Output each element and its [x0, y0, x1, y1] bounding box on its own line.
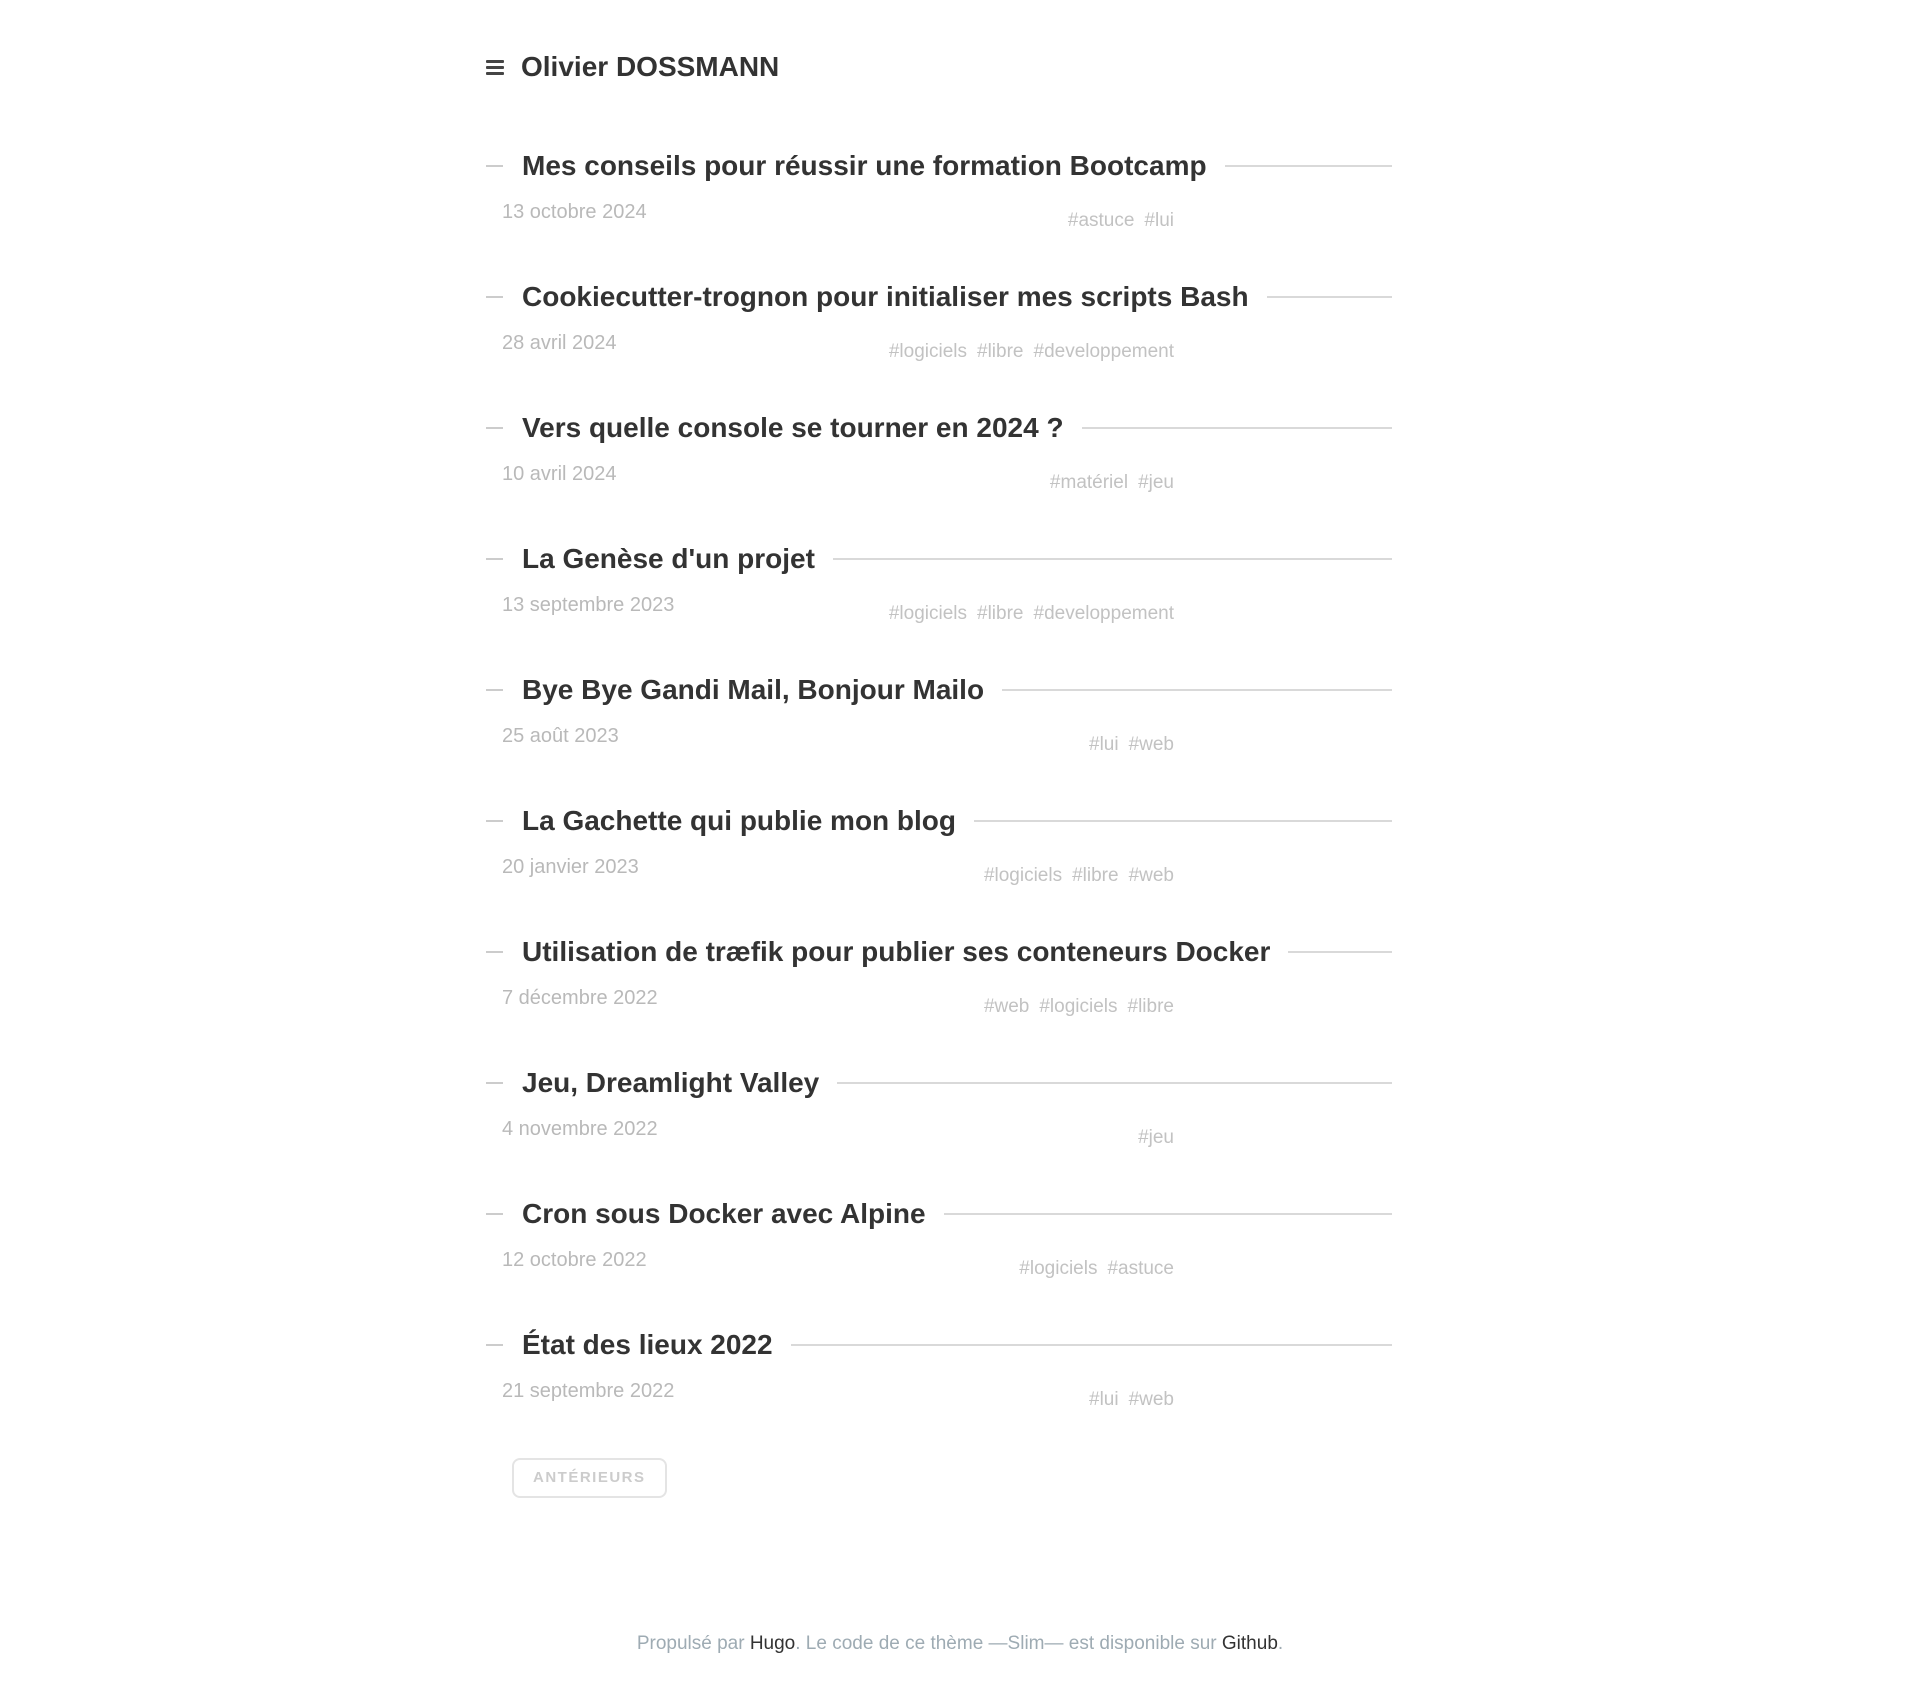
- post-meta-row: [486, 200, 1392, 240]
- title-trailing-rule: [1267, 296, 1392, 298]
- post-date: 25 août 2023: [502, 725, 619, 747]
- post-tag[interactable]: #jeu: [1138, 1127, 1174, 1148]
- post-meta-row: [486, 593, 1392, 633]
- post-date: 20 janvier 2023: [502, 856, 639, 878]
- post-tag[interactable]: #libre: [977, 603, 1024, 624]
- post-title-link[interactable]: Bye Bye Gandi Mail, Bonjour Mailo: [522, 674, 985, 705]
- blog-home-page: [0, 50, 1920, 1682]
- post-tag[interactable]: #logiciels: [1019, 1258, 1098, 1279]
- post-item: [486, 148, 1392, 240]
- post-tag[interactable]: #lui: [1089, 734, 1119, 755]
- post-title-row: [486, 1065, 1392, 1101]
- post-tags: [1089, 734, 1174, 756]
- site-header: [486, 50, 1392, 84]
- post-tag[interactable]: #web: [1128, 734, 1174, 755]
- post-item: [486, 541, 1392, 633]
- post-date: 21 septembre 2022: [502, 1380, 675, 1402]
- post-title-row: [486, 541, 1392, 577]
- footer-text-suffix: .: [1277, 1633, 1284, 1654]
- post-meta-row: [486, 1248, 1392, 1288]
- footer-text-prefix: Propulsé par: [636, 1633, 750, 1654]
- title-dash-line: [486, 558, 503, 560]
- title-dash-line: [486, 165, 503, 167]
- title-dash-line: [486, 689, 503, 691]
- post-item: [486, 803, 1392, 895]
- post-date: 4 novembre 2022: [502, 1118, 658, 1140]
- post-tag[interactable]: #lui: [1144, 210, 1174, 231]
- post-meta-row: [486, 1379, 1392, 1419]
- title-trailing-rule: [944, 1213, 1392, 1215]
- post-title-row: [486, 1327, 1392, 1363]
- posts-list: [486, 148, 1392, 1419]
- footer-text-middle: . Le code de ce thème —Slim— est disponible sur: [795, 1633, 1222, 1654]
- older-posts-button[interactable]: ANTÉRIEURS: [512, 1458, 667, 1498]
- post-tag[interactable]: #developpement: [1033, 603, 1174, 624]
- title-trailing-rule: [833, 558, 1392, 560]
- post-meta-row: [486, 1117, 1392, 1157]
- hamburger-bar: [486, 60, 504, 63]
- post-tag[interactable]: #developpement: [1033, 341, 1174, 362]
- post-tag[interactable]: #libre: [977, 341, 1024, 362]
- post-tags: [984, 996, 1174, 1018]
- title-dash-line: [486, 1213, 503, 1215]
- post-tags: [889, 341, 1174, 363]
- title-trailing-rule: [974, 820, 1392, 822]
- post-tag[interactable]: #astuce: [1067, 210, 1135, 231]
- post-tag[interactable]: #astuce: [1107, 1258, 1174, 1279]
- pagination: [512, 1458, 1392, 1498]
- post-title-row: [486, 934, 1392, 970]
- post-date: 10 avril 2024: [502, 463, 617, 485]
- post-tag[interactable]: #web: [1128, 1389, 1174, 1410]
- post-title-link[interactable]: Mes conseils pour réussir une formation Bootcamp: [522, 150, 1207, 181]
- post-item: [486, 1065, 1392, 1157]
- title-trailing-rule: [837, 1082, 1392, 1084]
- post-title-row: [486, 1196, 1392, 1232]
- title-trailing-rule: [1002, 689, 1392, 691]
- post-tag[interactable]: #matériel: [1049, 472, 1129, 493]
- title-dash-line: [486, 820, 503, 822]
- post-title-link[interactable]: État des lieux 2022: [522, 1329, 773, 1360]
- post-title-link[interactable]: La Gachette qui publie mon blog: [522, 805, 957, 836]
- post-date: 28 avril 2024: [502, 332, 617, 354]
- main-container: [486, 50, 1392, 1498]
- post-date: 13 octobre 2024: [502, 201, 647, 223]
- hamburger-menu-icon[interactable]: [486, 60, 504, 75]
- post-title-link[interactable]: Utilisation de træfik pour publier ses conteneurs Docker: [522, 936, 1271, 967]
- title-dash-line: [486, 427, 503, 429]
- hugo-link[interactable]: Hugo: [749, 1633, 796, 1654]
- post-tags: [889, 603, 1174, 625]
- post-meta-row: [486, 331, 1392, 371]
- post-tag[interactable]: #logiciels: [888, 341, 968, 362]
- post-tags: [1138, 1127, 1174, 1149]
- post-title-row: [486, 410, 1392, 446]
- post-title-link[interactable]: Vers quelle console se tourner en 2024 ?: [522, 412, 1064, 443]
- post-tag[interactable]: #jeu: [1138, 472, 1174, 493]
- post-item: [486, 279, 1392, 371]
- site-title[interactable]: Olivier DOSSMANN: [521, 51, 780, 82]
- post-date: 13 septembre 2023: [502, 594, 675, 616]
- hamburger-bar: [486, 72, 504, 75]
- post-tags: [1050, 472, 1174, 494]
- post-title-row: [486, 279, 1392, 315]
- title-dash-line: [486, 296, 503, 298]
- post-meta-row: [486, 855, 1392, 895]
- post-tag[interactable]: #lui: [1089, 1389, 1119, 1410]
- post-title-link[interactable]: Cookiecutter-trognon pour initialiser mes scripts Bash: [522, 281, 1249, 312]
- post-title-row: [486, 148, 1392, 184]
- post-tags: [984, 865, 1174, 887]
- post-tag[interactable]: #web: [1128, 865, 1174, 886]
- title-dash-line: [486, 951, 503, 953]
- post-title-link[interactable]: Jeu, Dreamlight Valley: [522, 1067, 820, 1098]
- title-trailing-rule: [1288, 951, 1392, 953]
- post-item: [486, 934, 1392, 1026]
- post-item: [486, 672, 1392, 764]
- post-tag[interactable]: #libre: [1127, 996, 1174, 1017]
- title-dash-line: [486, 1082, 503, 1084]
- title-trailing-rule: [791, 1344, 1392, 1346]
- title-dash-line: [486, 1344, 503, 1346]
- post-title-row: [486, 803, 1392, 839]
- post-meta-row: [486, 462, 1392, 502]
- post-title-row: [486, 672, 1392, 708]
- post-tag[interactable]: #libre: [1072, 865, 1119, 886]
- post-tags: [1019, 1258, 1174, 1280]
- post-tag[interactable]: #logiciels: [888, 603, 968, 624]
- hamburger-bar: [486, 66, 504, 69]
- post-date: 7 décembre 2022: [502, 987, 658, 1009]
- post-item: [486, 1196, 1392, 1288]
- site-footer: [0, 1632, 1920, 1656]
- post-title-link[interactable]: Cron sous Docker avec Alpine: [522, 1198, 926, 1229]
- post-title-link[interactable]: La Genèse d'un projet: [522, 543, 815, 574]
- post-date: 12 octobre 2022: [502, 1249, 647, 1271]
- title-trailing-rule: [1082, 427, 1392, 429]
- post-tag[interactable]: #web: [983, 996, 1030, 1017]
- post-tags: [1089, 1389, 1174, 1411]
- github-link[interactable]: Github: [1221, 1633, 1278, 1654]
- post-item: [486, 410, 1392, 502]
- post-tag[interactable]: #logiciels: [983, 865, 1063, 886]
- post-meta-row: [486, 986, 1392, 1026]
- post-tag[interactable]: #logiciels: [1039, 996, 1118, 1017]
- title-trailing-rule: [1225, 165, 1392, 167]
- post-tags: [1068, 210, 1174, 232]
- post-meta-row: [486, 724, 1392, 764]
- post-item: [486, 1327, 1392, 1419]
